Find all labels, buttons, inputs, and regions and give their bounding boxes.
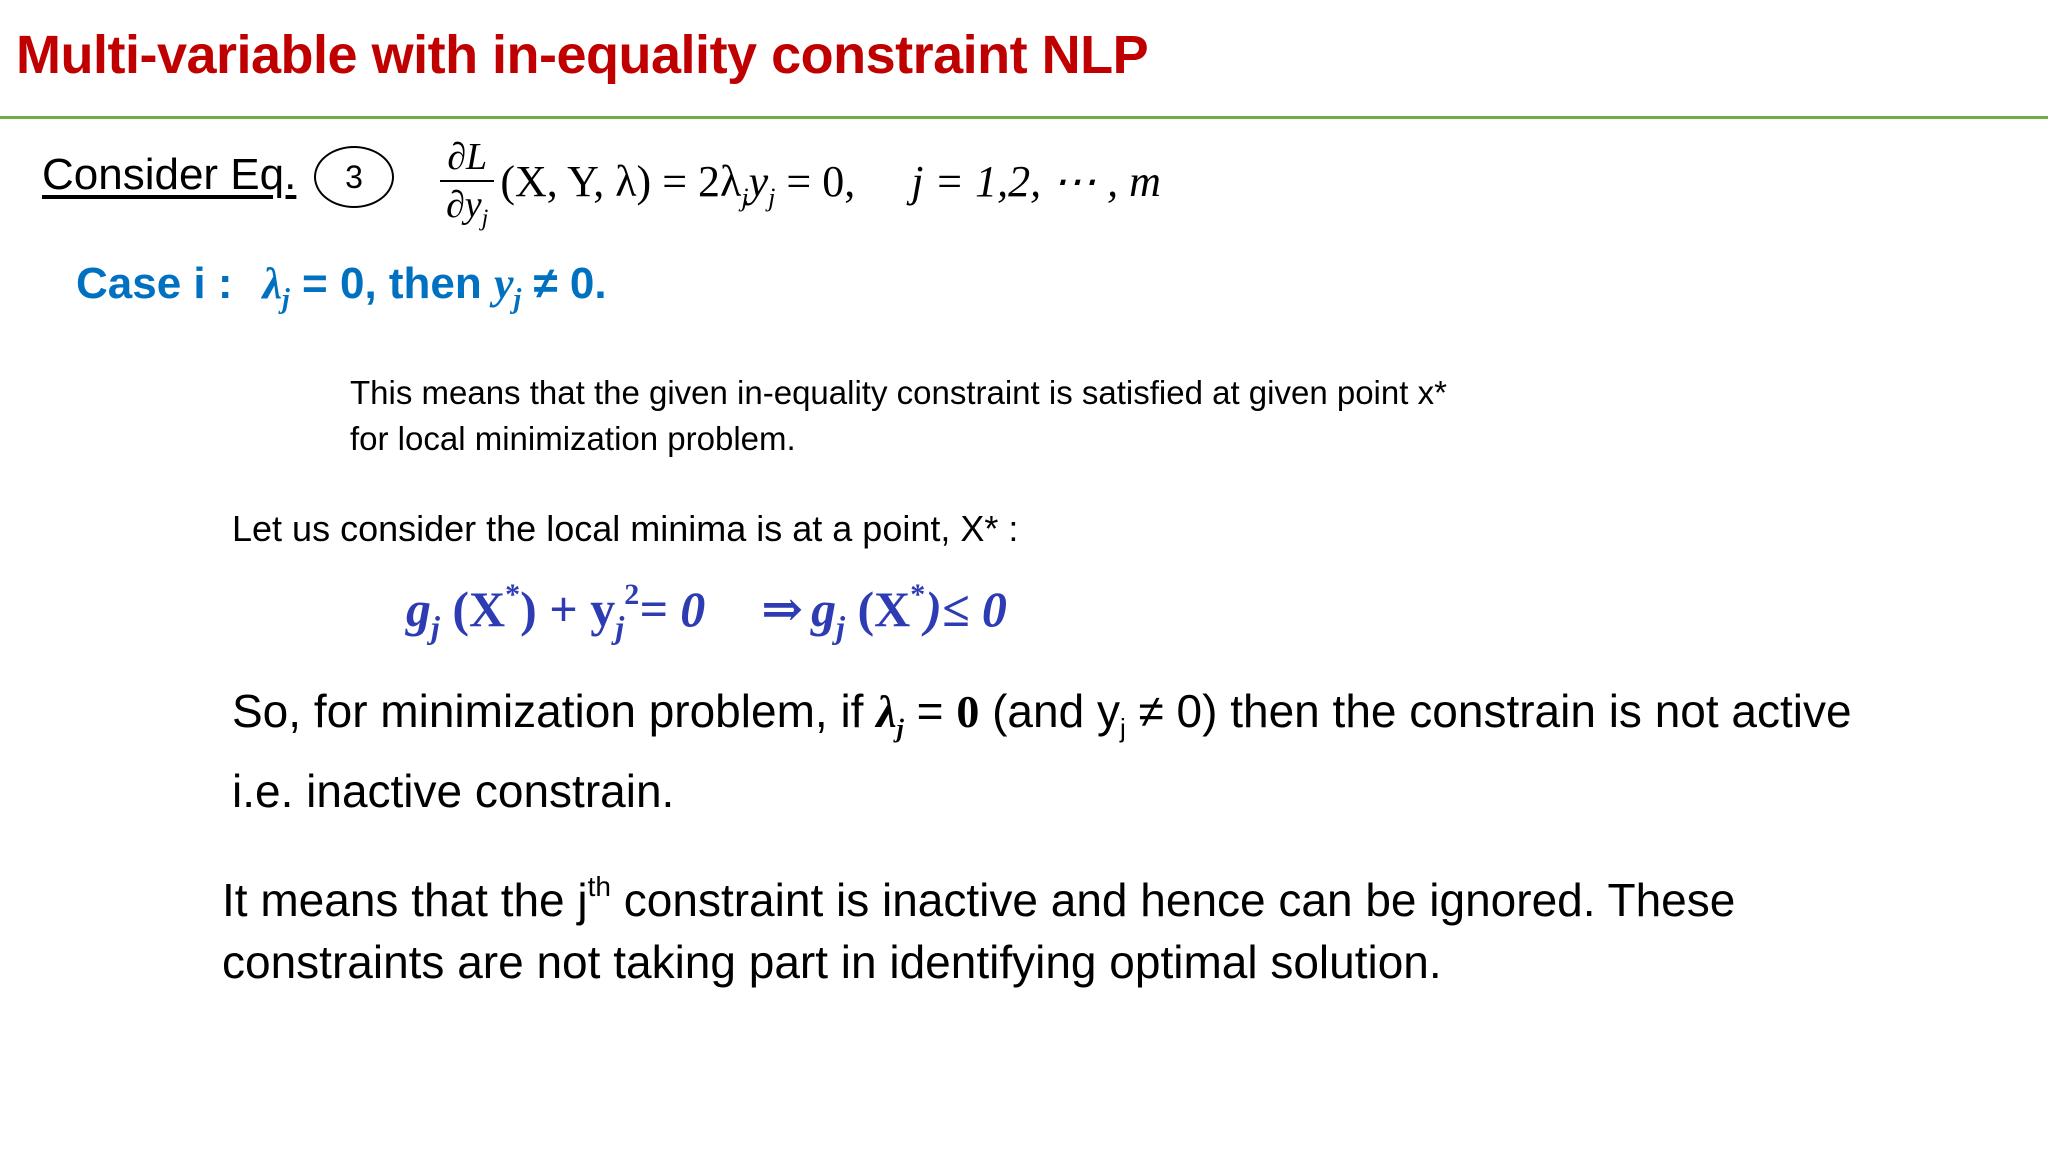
fraction-denominator: $\partial y_j$ [440,180,494,231]
consider-label: Consider Eq. [42,150,297,199]
constraint-equation: $g_j$ $(X^*) + y_j^2= 0$ ⇒ $g_j$ (X*)≤ 0 [406,578,1007,645]
equation-number: 3 [345,158,363,195]
title-divider [0,116,2048,119]
satisfied-explanation: This means that the given in-equality constraint is satisfied at given point x* for local minimization problem. [350,374,1447,457]
case-heading: Case i : $\lambda_j = 0$, then $y_j \ne 0$. [76,259,607,315]
minimization-conclusion: So, for minimization problem, if $\lambda_j = 0$ (and $y_j \ne 0$) then the constrain is not active i.e. inactive constrain. [232,685,1852,817]
equation-number-badge [314,146,394,208]
local-minima-statement: Let us consider the local minima is at a point, X* : [232,508,1019,549]
partial-derivative-fraction [440,138,494,231]
lagrangian-derivative-equation [440,138,1161,231]
fraction-numerator: ∂L [447,136,488,178]
index-clause: j = 1,2, ⋯ , m [911,156,1161,206]
equation-rhs: (X, Y, $\lambda) = 2\lambda_jy_j = 0$, j = 1,2, ⋯ , m [500,156,1161,212]
slide-title: Multi-variable with in-equality constraint NLP [16,25,1149,85]
case-label: Case i : [76,259,233,308]
inactive-constraint-note: It means that the $j^{th}$ constraint is inactive and hence can be ignored. These constraints are not taking part in identifying optimal solution. [222,871,1736,988]
